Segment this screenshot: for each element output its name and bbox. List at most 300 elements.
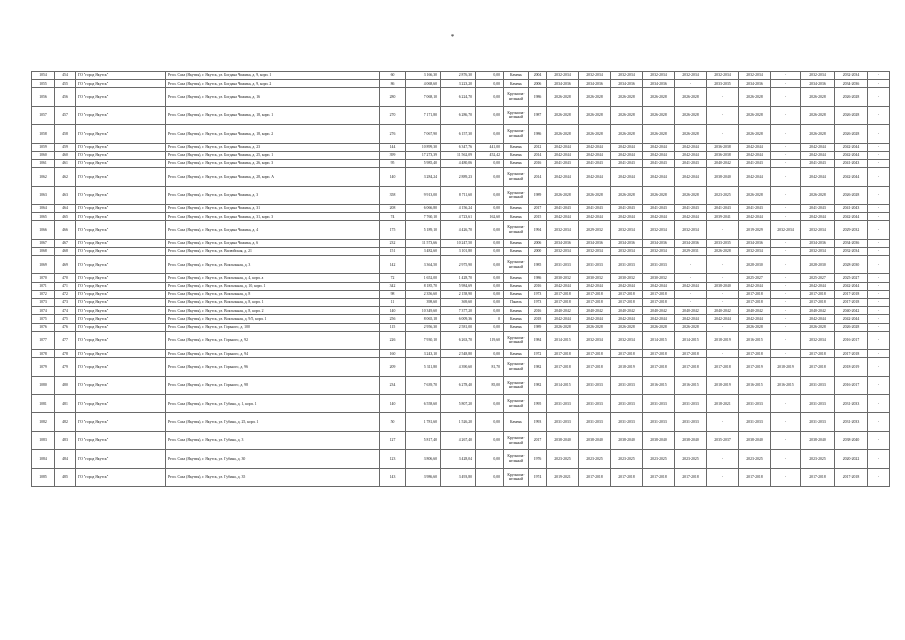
period-6: 2039-2041 bbox=[707, 213, 739, 221]
period-2: 2042-2044 bbox=[579, 213, 611, 221]
nonresidential-area: 0,00 bbox=[476, 307, 504, 315]
municipality-cell: ГО "город Якутск" bbox=[76, 468, 166, 486]
period-9: 2032-2034 bbox=[801, 221, 835, 239]
period-7: 2042-2044 bbox=[739, 213, 771, 221]
wall-material: Крупнопа-нельный bbox=[504, 125, 529, 143]
period-2: 2017-2018 bbox=[579, 290, 611, 298]
period-7: 2040-2042 bbox=[739, 307, 771, 315]
nonresidential-area: 0,00 bbox=[476, 159, 504, 167]
period-4: 2026-2028 bbox=[643, 186, 675, 204]
house-index: 465 bbox=[55, 213, 76, 221]
period-2: 2034-2036 bbox=[579, 239, 611, 247]
period-10: 2020-2022 bbox=[835, 450, 868, 468]
period-10: 2041-2043 bbox=[835, 159, 868, 167]
period-5: 2042-2044 bbox=[675, 315, 707, 323]
residential-area: 6 263,70 bbox=[441, 331, 476, 349]
period-7: 2042-2044 bbox=[739, 143, 771, 151]
period-1: 2042-2044 bbox=[547, 151, 579, 159]
municipality-cell: ГО "город Якутск" bbox=[76, 350, 166, 358]
municipality-cell: ГО "город Якутск" bbox=[76, 298, 166, 306]
wall-material: Камень bbox=[504, 143, 529, 151]
wall-material: Крупнопа-нельный bbox=[504, 221, 529, 239]
period-8: - bbox=[771, 213, 801, 221]
period-1: 2014-2015 bbox=[547, 376, 579, 394]
period-1: 2032-2034 bbox=[547, 72, 579, 80]
nonresidential-area: 0,00 bbox=[476, 350, 504, 358]
total-area: 10 899,30 bbox=[406, 143, 441, 151]
build-year: 2012 bbox=[529, 143, 547, 151]
period-5: 2042-2044 bbox=[675, 282, 707, 290]
municipality-cell: ГО "город Якутск" bbox=[76, 395, 166, 413]
period-2: 2017-2018 bbox=[579, 358, 611, 376]
residential-area: 6 157,30 bbox=[441, 125, 476, 143]
period-4: 2042-2044 bbox=[643, 151, 675, 159]
residents-count: 226 bbox=[380, 331, 406, 349]
address-cell: Респ. Саха (Якутия), г. Якутск, ул. Губина, д. 30 bbox=[166, 450, 380, 468]
wall-material: Крупнопа-нельный bbox=[504, 106, 529, 124]
period-6: 2033-2035 bbox=[707, 239, 739, 247]
build-year: 2017 bbox=[529, 431, 547, 449]
nonresidential-area: 0,00 bbox=[476, 72, 504, 80]
row-number: 1068 bbox=[32, 247, 55, 255]
period-3: 2032-2034 bbox=[611, 72, 643, 80]
period-3: 2042-2044 bbox=[611, 315, 643, 323]
period-4: 2026-2028 bbox=[643, 106, 675, 124]
period-6: - bbox=[707, 106, 739, 124]
wall-material: Камень bbox=[504, 213, 529, 221]
table-row bbox=[32, 450, 890, 468]
nonresidential-area: 0,00 bbox=[476, 468, 504, 486]
row-number: 1054 bbox=[32, 72, 55, 80]
period-9: 2041-2043 bbox=[801, 204, 835, 212]
period-6: - bbox=[707, 221, 739, 239]
period-10: 2042-2044 bbox=[835, 151, 868, 159]
period-10: 2017-2018 bbox=[835, 298, 868, 306]
period-6: - bbox=[707, 323, 739, 331]
trailing-cell: - bbox=[868, 88, 890, 106]
wall-material: Камень bbox=[504, 151, 529, 159]
period-2: 2031-2033 bbox=[579, 376, 611, 394]
period-3: 2031-2033 bbox=[611, 256, 643, 274]
residential-area: 4 723,61 bbox=[441, 213, 476, 221]
address-cell: Респ. Саха (Якутия), г. Якутск, ул. Вокзальная, д. 8, корп. 1 bbox=[166, 298, 380, 306]
period-1: 2042-2044 bbox=[547, 315, 579, 323]
period-9: 2038-2040 bbox=[801, 431, 835, 449]
wall-material: Крупнопа-нельный bbox=[504, 358, 529, 376]
table-row bbox=[32, 143, 890, 151]
period-6: - bbox=[707, 298, 739, 306]
table-row bbox=[32, 376, 890, 394]
period-1: 2023-2025 bbox=[547, 450, 579, 468]
period-6: 2040-2042 bbox=[707, 159, 739, 167]
nonresidential-area: 0,00 bbox=[476, 125, 504, 143]
table-row bbox=[32, 274, 890, 282]
period-4: 2031-2033 bbox=[643, 413, 675, 431]
period-2: 2042-2044 bbox=[579, 143, 611, 151]
period-9: 2026-2028 bbox=[801, 106, 835, 124]
nonresidential-area: 0,00 bbox=[476, 186, 504, 204]
period-8: - bbox=[771, 143, 801, 151]
municipality-cell: ГО "город Якутск" bbox=[76, 247, 166, 255]
residential-area: 2 581,00 bbox=[441, 323, 476, 331]
house-index: 469 bbox=[55, 256, 76, 274]
nonresidential-area: 0,00 bbox=[476, 413, 504, 431]
period-6: - bbox=[707, 350, 739, 358]
house-index: 476 bbox=[55, 323, 76, 331]
period-7: 2031-2033 bbox=[739, 413, 771, 431]
trailing-cell: - bbox=[868, 307, 890, 315]
period-1: 2030-2032 bbox=[547, 274, 579, 282]
period-6: - bbox=[707, 125, 739, 143]
period-9: 2040-2042 bbox=[801, 307, 835, 315]
trailing-cell: - bbox=[868, 256, 890, 274]
row-number: 1077 bbox=[32, 331, 55, 349]
address-cell: Респ. Саха (Якутия), г. Якутск, ул. Богдана Чижика, д. 9, корп. 1 bbox=[166, 72, 380, 80]
wall-material: Панель bbox=[504, 298, 529, 306]
period-8: - bbox=[771, 468, 801, 486]
municipality-cell: ГО "город Якутск" bbox=[76, 151, 166, 159]
period-3: 2026-2028 bbox=[611, 88, 643, 106]
address-cell: Респ. Саха (Якутия), г. Якутск, ул. Горького, д. 92 bbox=[166, 331, 380, 349]
trailing-cell: - bbox=[868, 125, 890, 143]
period-9: 2026-2028 bbox=[801, 125, 835, 143]
period-10: 2026-2028 bbox=[835, 323, 868, 331]
period-2: 2031-2033 bbox=[579, 413, 611, 431]
period-7: 2017-2018 bbox=[739, 298, 771, 306]
period-5: 2040-2042 bbox=[675, 307, 707, 315]
nonresidential-area: 81,70 bbox=[476, 358, 504, 376]
address-cell: Респ. Саха (Якутия), г. Якутск, ул. Губина, д. 3 bbox=[166, 431, 380, 449]
nonresidential-area: 0,00 bbox=[476, 450, 504, 468]
period-8: - bbox=[771, 315, 801, 323]
address-cell: Респ. Саха (Якутия), г. Якутск, ул. Вокзальная, д. 8 bbox=[166, 290, 380, 298]
municipality-cell: ГО "город Якутск" bbox=[76, 88, 166, 106]
period-8: - bbox=[771, 350, 801, 358]
municipality-cell: ГО "город Якутск" bbox=[76, 221, 166, 239]
table-row bbox=[32, 88, 890, 106]
house-index: 460 bbox=[55, 151, 76, 159]
total-area: 3 806,60 bbox=[406, 450, 441, 468]
table-row bbox=[32, 106, 890, 124]
wall-material: Крупнопа-нельный bbox=[504, 395, 529, 413]
period-6: - bbox=[707, 274, 739, 282]
period-4: 2017-2018 bbox=[643, 358, 675, 376]
period-3: 2026-2028 bbox=[611, 186, 643, 204]
period-4: 2042-2044 bbox=[643, 213, 675, 221]
period-6: 2018-2019 bbox=[707, 331, 739, 349]
period-9: 2026-2028 bbox=[801, 323, 835, 331]
residential-area: 3 428,04 bbox=[441, 450, 476, 468]
period-5: 2017-2018 bbox=[675, 468, 707, 486]
period-3: 2042-2044 bbox=[611, 282, 643, 290]
period-9: 2026-2028 bbox=[801, 186, 835, 204]
period-1: 2017-2018 bbox=[547, 358, 579, 376]
build-year: 2016 bbox=[529, 159, 547, 167]
period-2: 2038-2040 bbox=[579, 431, 611, 449]
house-index: 472 bbox=[55, 290, 76, 298]
period-1: 2042-2044 bbox=[547, 282, 579, 290]
table-row bbox=[32, 307, 890, 315]
period-8: - bbox=[771, 431, 801, 449]
period-7: 2041-2043 bbox=[739, 204, 771, 212]
build-year: 2018 bbox=[529, 315, 547, 323]
period-5: 2031-2033 bbox=[675, 395, 707, 413]
total-area: 2 356,60 bbox=[406, 290, 441, 298]
period-4: 2017-2018 bbox=[643, 468, 675, 486]
row-number: 1069 bbox=[32, 256, 55, 274]
period-8: - bbox=[771, 88, 801, 106]
period-9: 2032-2034 bbox=[801, 72, 835, 80]
total-area: 8 185,70 bbox=[406, 282, 441, 290]
total-area: 1 781,60 bbox=[406, 413, 441, 431]
period-10: 2034-2036 bbox=[835, 239, 868, 247]
wall-material: Камень bbox=[504, 315, 529, 323]
period-5: 2038-2040 bbox=[675, 431, 707, 449]
period-6: - bbox=[707, 450, 739, 468]
period-9: 2026-2028 bbox=[801, 88, 835, 106]
total-area: 3 166,30 bbox=[406, 72, 441, 80]
period-8: - bbox=[771, 186, 801, 204]
period-2: 2042-2044 bbox=[579, 282, 611, 290]
nonresidential-area: 0,00 bbox=[476, 395, 504, 413]
municipality-cell: ГО "город Якутск" bbox=[76, 323, 166, 331]
nonresidential-area: 0,00 bbox=[476, 168, 504, 186]
period-2: 2023-2025 bbox=[579, 450, 611, 468]
table-row bbox=[32, 350, 890, 358]
period-5: 2042-2044 bbox=[675, 143, 707, 151]
house-index: 467 bbox=[55, 239, 76, 247]
period-9: 2042-2044 bbox=[801, 282, 835, 290]
period-5: 2026-2028 bbox=[675, 186, 707, 204]
nonresidential-area: 0,00 bbox=[476, 298, 504, 306]
wall-material: Камень bbox=[504, 350, 529, 358]
house-index: 473 bbox=[55, 298, 76, 306]
period-10: 2016-2017 bbox=[835, 331, 868, 349]
nonresidential-area: 0,00 bbox=[476, 88, 504, 106]
trailing-cell: - bbox=[868, 350, 890, 358]
period-3: 2040-2042 bbox=[611, 307, 643, 315]
period-9: 2042-2044 bbox=[801, 143, 835, 151]
municipality-cell: ГО "город Якутск" bbox=[76, 106, 166, 124]
wall-material: Камень bbox=[504, 80, 529, 88]
period-9: 2032-2034 bbox=[801, 247, 835, 255]
table-row bbox=[32, 256, 890, 274]
period-1: 2026-2028 bbox=[547, 125, 579, 143]
period-3: 2017-2018 bbox=[611, 350, 643, 358]
residential-area: 4 156,24 bbox=[441, 204, 476, 212]
table-row bbox=[32, 298, 890, 306]
residential-area: 6 009,36 bbox=[441, 315, 476, 323]
address-cell: Респ. Саха (Якутия), г. Якутск, ул. Богдана Чижика, д. 9, корп. 2 bbox=[166, 80, 380, 88]
table-row bbox=[32, 168, 890, 186]
wall-material: Крупнопа-нельный bbox=[504, 168, 529, 186]
period-2: 2032-2034 bbox=[579, 72, 611, 80]
residential-area: 10 247,50 bbox=[441, 239, 476, 247]
row-number: 1066 bbox=[32, 221, 55, 239]
period-5: 2032-2034 bbox=[675, 72, 707, 80]
period-1: 2042-2044 bbox=[547, 143, 579, 151]
trailing-cell: - bbox=[868, 186, 890, 204]
address-cell: Респ. Саха (Якутия), г. Якутск, ул. Богдана Чижика, д. 25, корп. 1 bbox=[166, 151, 380, 159]
table-row bbox=[32, 290, 890, 298]
wall-material: Камень bbox=[504, 72, 529, 80]
period-7: 2034-2036 bbox=[739, 239, 771, 247]
total-area: 3 364,50 bbox=[406, 256, 441, 274]
house-index: 466 bbox=[55, 221, 76, 239]
period-6: 2036-2038 bbox=[707, 143, 739, 151]
total-area: 10 349,60 bbox=[406, 307, 441, 315]
period-10: 2031-2033 bbox=[835, 395, 868, 413]
period-1: 2034-2036 bbox=[547, 80, 579, 88]
period-6: 2041-2043 bbox=[707, 204, 739, 212]
period-6: 2038-2040 bbox=[707, 282, 739, 290]
period-3: 2031-2033 bbox=[611, 395, 643, 413]
trailing-cell: - bbox=[868, 151, 890, 159]
period-8: - bbox=[771, 106, 801, 124]
house-index: 484 bbox=[55, 450, 76, 468]
period-2: 2029-2032 bbox=[579, 221, 611, 239]
residential-area: 8 711,60 bbox=[441, 186, 476, 204]
period-5: 2026-2028 bbox=[675, 323, 707, 331]
trailing-cell: - bbox=[868, 221, 890, 239]
trailing-cell: - bbox=[868, 323, 890, 331]
residential-area: 4 480,06 bbox=[441, 159, 476, 167]
period-6: 2042-2044 bbox=[707, 315, 739, 323]
period-3: 2042-2044 bbox=[611, 151, 643, 159]
period-2: 2017-2018 bbox=[579, 350, 611, 358]
period-5: 2042-2044 bbox=[675, 151, 707, 159]
build-year: 1985 bbox=[529, 256, 547, 274]
period-7: 2016-2015 bbox=[739, 331, 771, 349]
residential-area: 11 562,09 bbox=[441, 151, 476, 159]
period-9: 2017-2018 bbox=[801, 358, 835, 376]
period-9: 2023-2025 bbox=[801, 450, 835, 468]
build-year: 1995 bbox=[529, 395, 547, 413]
period-4: 2026-2028 bbox=[643, 88, 675, 106]
wall-material: Камень bbox=[504, 413, 529, 431]
municipality-cell: ГО "город Якутск" bbox=[76, 239, 166, 247]
period-8: - bbox=[771, 256, 801, 274]
municipality-cell: ГО "город Якутск" bbox=[76, 450, 166, 468]
row-number: 1057 bbox=[32, 106, 55, 124]
period-1: 2026-2028 bbox=[547, 88, 579, 106]
address-cell: Респ. Саха (Якутия), г. Якутск, ул. Богдана Чижика, д. 18, корп. 2 bbox=[166, 125, 380, 143]
period-1: 2017-2018 bbox=[547, 298, 579, 306]
period-6: 2033-2035 bbox=[707, 80, 739, 88]
total-area: 8 065,18 bbox=[406, 315, 441, 323]
period-3: 2031-2033 bbox=[611, 413, 643, 431]
period-9: 2025-2027 bbox=[801, 274, 835, 282]
residential-area: 369,60 bbox=[441, 298, 476, 306]
period-4: 2014-2015 bbox=[643, 331, 675, 349]
row-number: 1059 bbox=[32, 143, 55, 151]
residents-count: 123 bbox=[380, 450, 406, 468]
address-cell: Респ. Саха (Якутия), г. Якутск, ул. Вокзальная, д. 8, корп. 2 bbox=[166, 307, 380, 315]
period-3: 2032-2034 bbox=[611, 247, 643, 255]
municipality-cell: ГО "город Якутск" bbox=[76, 331, 166, 349]
period-3: 2023-2025 bbox=[611, 450, 643, 468]
nonresidential-area: 0,00 bbox=[476, 204, 504, 212]
build-year: 2016 bbox=[529, 282, 547, 290]
repair-schedule-table bbox=[31, 71, 890, 487]
house-index: 463 bbox=[55, 186, 76, 204]
period-6: 2023-2025 bbox=[707, 186, 739, 204]
period-8: - bbox=[771, 247, 801, 255]
period-7: 2032-2034 bbox=[739, 72, 771, 80]
period-9: 2042-2044 bbox=[801, 213, 835, 221]
period-5: 2014-2015 bbox=[675, 331, 707, 349]
wall-material: Крупнопа-нельный bbox=[504, 186, 529, 204]
residential-area: 2 548,80 bbox=[441, 350, 476, 358]
address-cell: Респ. Саха (Якутия), г. Якутск, ул. Богдана Чижика, д. 18, корп. 1 bbox=[166, 106, 380, 124]
residential-area: 2 158,90 bbox=[441, 290, 476, 298]
residents-count: 127 bbox=[380, 431, 406, 449]
trailing-cell: - bbox=[868, 159, 890, 167]
total-area: 7 639,70 bbox=[406, 376, 441, 394]
period-1: 2031-2033 bbox=[547, 395, 579, 413]
period-8: - bbox=[771, 298, 801, 306]
period-10: 2017-2018 bbox=[835, 350, 868, 358]
total-area: 3 482,60 bbox=[406, 247, 441, 255]
trailing-cell: - bbox=[868, 274, 890, 282]
wall-material: Крупнопа-нельный bbox=[504, 88, 529, 106]
build-year: 2006 bbox=[529, 80, 547, 88]
period-8: - bbox=[771, 159, 801, 167]
residents-count: 11 bbox=[380, 298, 406, 306]
build-year: 1984 bbox=[529, 331, 547, 349]
trailing-cell: - bbox=[868, 282, 890, 290]
residential-area: 4 267,40 bbox=[441, 431, 476, 449]
table-row bbox=[32, 413, 890, 431]
row-number: 1065 bbox=[32, 213, 55, 221]
total-area: 7 068,10 bbox=[406, 88, 441, 106]
period-1: 2019-2021 bbox=[547, 468, 579, 486]
house-index: 477 bbox=[55, 331, 76, 349]
municipality-cell: ГО "город Якутск" bbox=[76, 307, 166, 315]
period-4: 2026-2028 bbox=[643, 323, 675, 331]
residential-area: 6 224,70 bbox=[441, 88, 476, 106]
address-cell: Респ. Саха (Якутия), г. Якутск, ул. Вокзальная, д. 4, корп. а bbox=[166, 274, 380, 282]
period-3: 2042-2044 bbox=[611, 213, 643, 221]
row-number: 1082 bbox=[32, 413, 55, 431]
house-index: 455 bbox=[55, 80, 76, 88]
build-year: 1982 bbox=[529, 358, 547, 376]
house-index: 471 bbox=[55, 282, 76, 290]
address-cell: Респ. Саха (Якутия), г. Якутск, ул. Горького, д. 96 bbox=[166, 358, 380, 376]
row-number: 1064 bbox=[32, 204, 55, 212]
period-8: - bbox=[771, 125, 801, 143]
municipality-cell: ГО "город Якутск" bbox=[76, 213, 166, 221]
total-area: 4 068,60 bbox=[406, 80, 441, 88]
period-3: 2034-2036 bbox=[611, 80, 643, 88]
address-cell: Респ. Саха (Якутия), г. Якутск, ул. Губина, д. 35 bbox=[166, 468, 380, 486]
period-7: 2038-2040 bbox=[739, 431, 771, 449]
period-6: 2026-2028 bbox=[707, 247, 739, 255]
residents-count: 151 bbox=[380, 247, 406, 255]
period-2: 2041-2043 bbox=[579, 159, 611, 167]
table-row bbox=[32, 125, 890, 143]
address-cell: Респ. Саха (Якутия), г. Якутск, ул. Горького, д. 98 bbox=[166, 376, 380, 394]
residents-count: 256 bbox=[380, 315, 406, 323]
municipality-cell: ГО "город Якутск" bbox=[76, 159, 166, 167]
period-10: 2042-2044 bbox=[835, 143, 868, 151]
municipality-cell: ГО "город Якутск" bbox=[76, 72, 166, 80]
table-body bbox=[32, 72, 890, 487]
period-9: 2042-2044 bbox=[801, 315, 835, 323]
period-6: - bbox=[707, 468, 739, 486]
residential-area: 2 889,23 bbox=[441, 168, 476, 186]
row-number: 1058 bbox=[32, 125, 55, 143]
